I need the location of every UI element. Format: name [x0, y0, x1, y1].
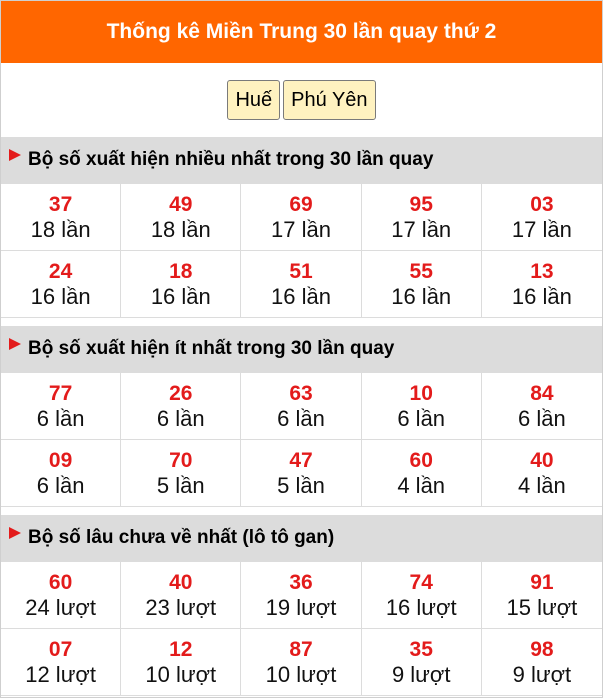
page-title: Thống kê Miền Trung 30 lần quay thứ 2	[106, 20, 497, 43]
stat-cell	[482, 373, 602, 440]
stat-cell	[362, 184, 482, 251]
stat-cell	[482, 251, 602, 318]
occurrence-count: 6 lần	[277, 405, 325, 431]
draw-count: 9 lượt	[512, 661, 572, 687]
occurrence-count: 6 lần	[518, 405, 566, 431]
lotto-number: 74	[409, 570, 433, 594]
section-title-emph: lô tô gan	[248, 527, 328, 548]
occurrence-count: 5 lần	[156, 472, 205, 498]
occurrence-count: 6 lần	[397, 405, 446, 431]
occurrence-count: 18 lần	[30, 216, 91, 242]
lotto-number: 60	[409, 448, 433, 472]
draw-count: 23 lượt	[145, 594, 217, 620]
lotto-number: 87	[289, 637, 313, 661]
lotto-number: 37	[48, 192, 73, 216]
occurrence-count: 17 lần	[511, 216, 572, 242]
occurrence-count: 16 lần	[30, 283, 91, 309]
stat-cell	[482, 629, 602, 696]
most-frequent-grid	[1, 183, 602, 318]
lotto-number: 77	[48, 381, 73, 405]
flag-icon	[9, 149, 21, 161]
draw-count: 12 lượt	[25, 661, 96, 687]
occurrence-count: 18 lần	[150, 216, 211, 242]
occurrence-count: 6 lần	[36, 405, 85, 431]
lotto-number: 09	[48, 448, 73, 472]
stat-cell	[241, 562, 361, 629]
stat-cell	[362, 251, 482, 318]
stat-cell	[1, 373, 121, 440]
stat-cell	[1, 184, 121, 251]
occurrence-count: 16 lần	[150, 283, 211, 309]
section-title-suffix: nhất trong 30 lần quay	[225, 149, 434, 170]
draw-count: 9 lượt	[391, 661, 451, 687]
least-frequent-grid	[1, 372, 602, 507]
stat-cell	[241, 629, 361, 696]
province-tabs	[1, 63, 602, 137]
occurrence-count: 6 lần	[156, 405, 205, 431]
stat-cell	[121, 184, 241, 251]
lotto-number: 63	[289, 381, 313, 405]
section-title-suffix: nhất trong 30 lần quay	[186, 338, 395, 359]
lotto-number: 40	[169, 570, 193, 594]
occurrence-count: 4 lần	[397, 472, 446, 498]
section-most-frequent-title	[1, 137, 602, 183]
lotto-number: 69	[289, 192, 313, 216]
lotto-number: 35	[409, 637, 433, 661]
lotto-number: 91	[530, 570, 554, 594]
draw-count: 10 lượt	[265, 661, 337, 687]
draw-count: 24 lượt	[25, 594, 96, 620]
occurrence-count: 6 lần	[36, 472, 85, 498]
occurrence-count: 17 lần	[391, 216, 452, 242]
draw-count: 16 lượt	[385, 594, 457, 620]
section-spacer	[1, 318, 602, 326]
occurrence-count: 16 lần	[511, 283, 572, 309]
section-title-prefix: Bộ số lâu chưa về nhất (	[28, 527, 249, 548]
stat-cell	[241, 373, 361, 440]
lotto-number: 47	[289, 448, 313, 472]
stat-cell	[362, 562, 482, 629]
stat-cell	[482, 562, 602, 629]
section-least-frequent-title	[1, 326, 602, 372]
lotto-number: 26	[169, 381, 193, 405]
stat-cell	[121, 440, 241, 507]
lotto-number: 13	[530, 259, 554, 283]
occurrence-count: 5 lần	[277, 472, 325, 498]
lotto-number: 55	[409, 259, 433, 283]
lotto-number: 24	[48, 259, 73, 283]
section-title-prefix: Bộ số xuất hiện	[28, 338, 175, 359]
section-title-emph: nhiều	[174, 149, 226, 170]
lotto-number: 36	[289, 570, 313, 594]
occurrence-count: 4 lần	[518, 472, 566, 498]
draw-count: 15 lượt	[506, 594, 578, 620]
occurrence-count: 17 lần	[271, 216, 331, 242]
section-title-emph: ít	[174, 338, 187, 359]
stat-cell	[241, 251, 361, 318]
stat-cell	[362, 440, 482, 507]
stat-cell	[482, 184, 602, 251]
stat-cell	[121, 373, 241, 440]
stat-cell	[1, 251, 121, 318]
lotto-number: 10	[409, 381, 433, 405]
stat-cell	[482, 440, 602, 507]
stat-cell	[121, 251, 241, 318]
lotto-number: 03	[530, 192, 554, 216]
flag-icon	[9, 338, 21, 350]
lotto-number: 70	[169, 448, 193, 472]
stat-cell	[241, 184, 361, 251]
stat-cell	[1, 629, 121, 696]
flag-icon	[9, 527, 21, 539]
draw-count: 10 lượt	[145, 661, 217, 687]
lotto-number: 18	[169, 259, 193, 283]
stat-cell	[121, 562, 241, 629]
lotto-number: 12	[169, 637, 193, 661]
stat-cell	[1, 440, 121, 507]
lotto-number: 49	[169, 192, 193, 216]
stat-cell	[362, 373, 482, 440]
tab-hue[interactable]: Huế	[227, 80, 280, 120]
lotto-number: 95	[409, 192, 433, 216]
stat-cell	[362, 629, 482, 696]
lotto-number: 51	[289, 259, 313, 283]
section-overdue-title	[1, 515, 602, 561]
section-title-suffix: )	[327, 527, 335, 548]
lotto-number: 84	[530, 381, 554, 405]
lotto-number: 07	[48, 637, 73, 661]
draw-count: 19 lượt	[265, 594, 337, 620]
stat-cell	[241, 440, 361, 507]
lotto-number: 98	[530, 637, 554, 661]
section-spacer	[1, 507, 602, 515]
lotto-number: 40	[530, 448, 554, 472]
occurrence-count: 16 lần	[271, 283, 331, 309]
stat-cell	[1, 562, 121, 629]
stat-cell	[121, 629, 241, 696]
lotto-number: 60	[48, 570, 73, 594]
panel-header	[1, 1, 602, 63]
tab-phu-yen[interactable]: Phú Yên	[283, 80, 375, 120]
overdue-grid	[1, 561, 602, 696]
section-title-prefix: Bộ số xuất hiện	[28, 149, 175, 170]
occurrence-count: 16 lần	[391, 283, 452, 309]
